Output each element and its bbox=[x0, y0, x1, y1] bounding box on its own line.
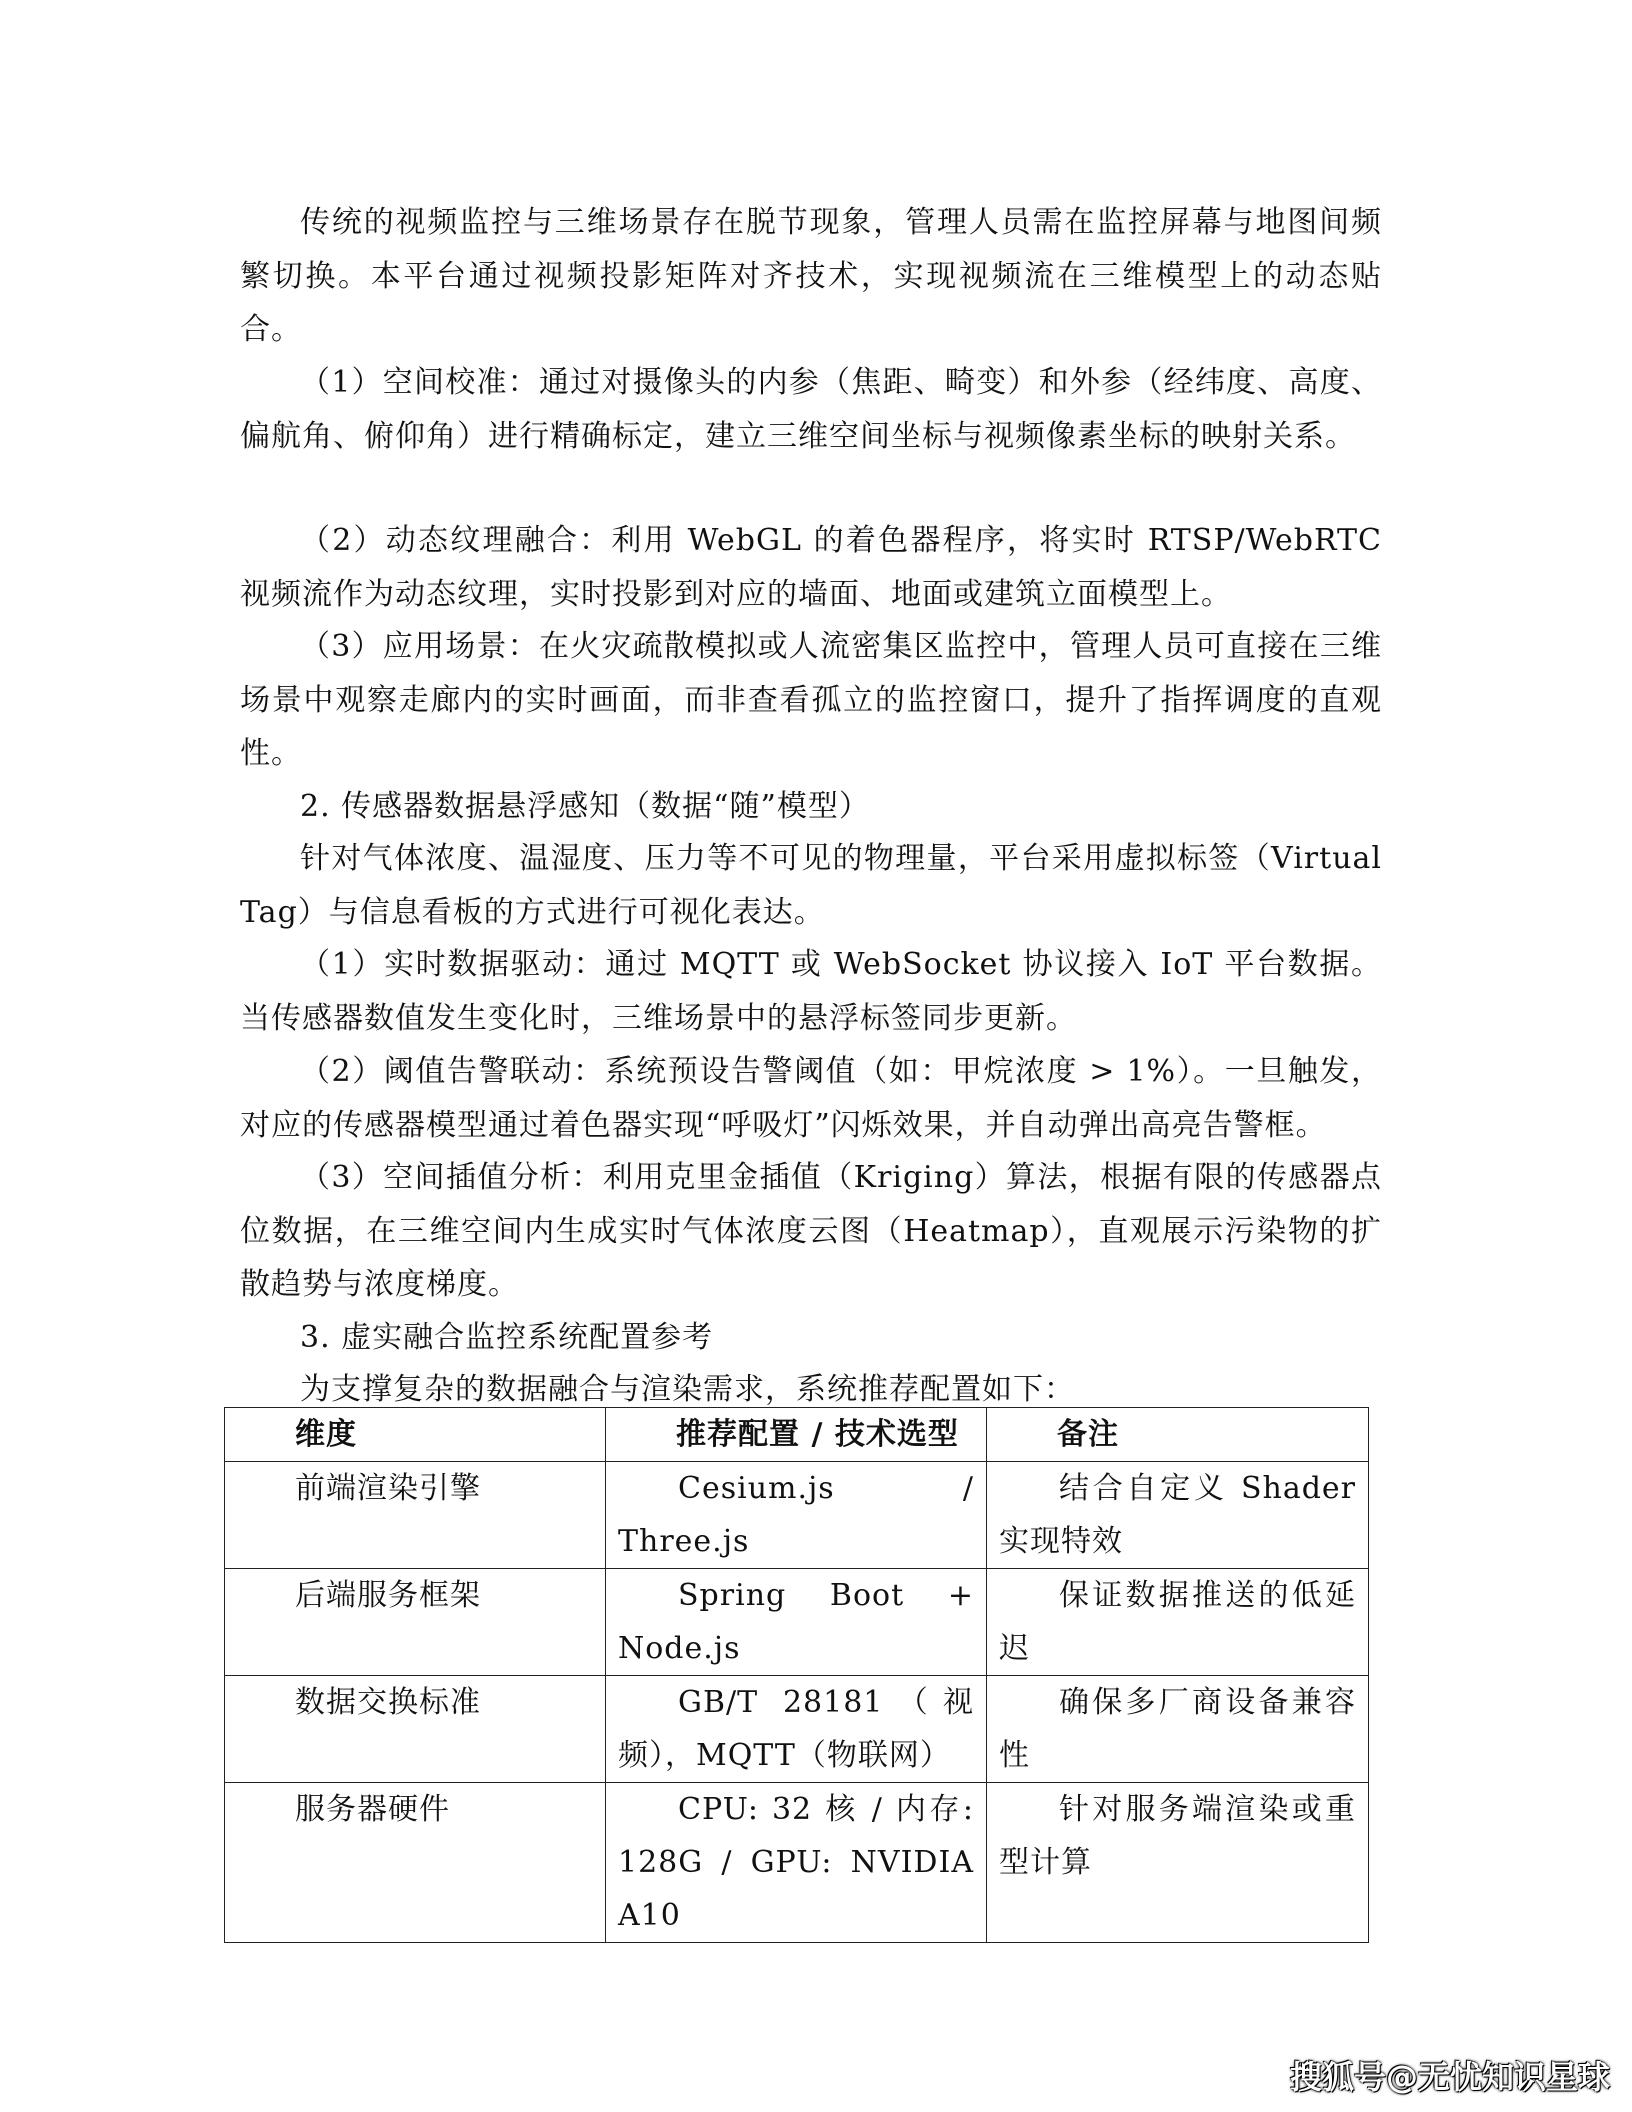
table-header-row bbox=[225, 1408, 1369, 1462]
paragraph-video-fusion-intro: 传统的视频监控与三维场景存在脱节现象，管理人员需在监控屏幕与地图间频繁切换。本平台通过视频投影矩阵对齐技术，实现视频流在三维模型上的动态贴合。 bbox=[240, 205, 1382, 347]
table-row bbox=[225, 1462, 1369, 1569]
paragraph-spatial-calibration: （1）空间校准：通过对摄像头的内参（焦距、畸变）和外参（经纬度、高度、偏航角、俯仰角）进行精确标定，建立三维空间坐标与视频像素坐标的映射关系。 bbox=[240, 365, 1382, 454]
cell-notes: 针对服务端渲染或重型计算 bbox=[987, 1783, 1369, 1943]
header-notes: 备注 bbox=[987, 1408, 1369, 1462]
section-heading-system-config: 3. 虚实融合监控系统配置参考 bbox=[300, 1320, 714, 1355]
cell-notes: 确保多厂商设备兼容性 bbox=[987, 1676, 1369, 1783]
header-recommended-config: 推荐配置 / 技术选型 bbox=[606, 1408, 987, 1462]
source-watermark: 搜狐号@无忧知识星球 bbox=[1289, 2058, 1610, 2096]
cell-config: CPU: 32 核 / 内存: 128G / GPU: NVIDIA A10 bbox=[606, 1783, 987, 1943]
paragraph-config-intro: 为支撑复杂的数据融合与渲染需求，系统推荐配置如下： bbox=[300, 1372, 1075, 1407]
section-heading-sensor-perception: 2. 传感器数据悬浮感知（数据“随”模型） bbox=[300, 789, 870, 824]
paragraph-threshold-alarm: （2）阈值告警联动：系统预设告警阈值（如：甲烷浓度 > 1%）。一旦触发，对应的传感器模型通过着色器实现“呼吸灯”闪烁效果，并自动弹出高亮告警框。 bbox=[240, 1054, 1382, 1143]
cell-config: GB/T 28181（视频），MQTT（物联网） bbox=[606, 1676, 987, 1783]
paragraph-dynamic-texture: （2）动态纹理融合：利用 WebGL 的着色器程序，将实时 RTSP/WebRTC 视频流作为动态纹理，实时投影到对应的墙面、地面或建筑立面模型上。 bbox=[240, 523, 1382, 612]
header-dimension: 维度 bbox=[225, 1408, 606, 1462]
cell-notes: 保证数据推送的低延迟 bbox=[987, 1569, 1369, 1676]
paragraph-realtime-data: （1）实时数据驱动：通过 MQTT 或 WebSocket 协议接入 IoT 平台数据。当传感器数值发生变化时，三维场景中的悬浮标签同步更新。 bbox=[240, 947, 1382, 1036]
table-row bbox=[225, 1676, 1369, 1783]
cell-dimension: 前端渲染引擎 bbox=[225, 1462, 606, 1569]
cell-config: Cesium.js / Three.js bbox=[606, 1462, 987, 1569]
cell-config: Spring Boot + Node.js bbox=[606, 1569, 987, 1676]
paragraph-kriging-analysis: （3）空间插值分析：利用克里金插值（Kriging）算法，根据有限的传感器点位数据，在三维空间内生成实时气体浓度云图（Heatmap），直观展示污染物的扩散趋势与浓度梯度。 bbox=[240, 1160, 1382, 1302]
cell-notes: 结合自定义 Shader 实现特效 bbox=[987, 1462, 1369, 1569]
cell-dimension: 服务器硬件 bbox=[225, 1783, 606, 1943]
config-table bbox=[224, 1407, 1369, 1943]
cell-dimension: 数据交换标准 bbox=[225, 1676, 606, 1783]
cell-dimension: 后端服务框架 bbox=[225, 1569, 606, 1676]
paragraph-application-scenario: （3）应用场景：在火灾疏散模拟或人流密集区监控中，管理人员可直接在三维场景中观察走廊内的实时画面，而非查看孤立的监控窗口，提升了指挥调度的直观性。 bbox=[240, 629, 1382, 771]
table-row bbox=[225, 1783, 1369, 1943]
table-row bbox=[225, 1569, 1369, 1676]
paragraph-virtual-tag: 针对气体浓度、温湿度、压力等不可见的物理量，平台采用虚拟标签（Virtual Tag）与信息看板的方式进行可视化表达。 bbox=[240, 841, 1382, 930]
